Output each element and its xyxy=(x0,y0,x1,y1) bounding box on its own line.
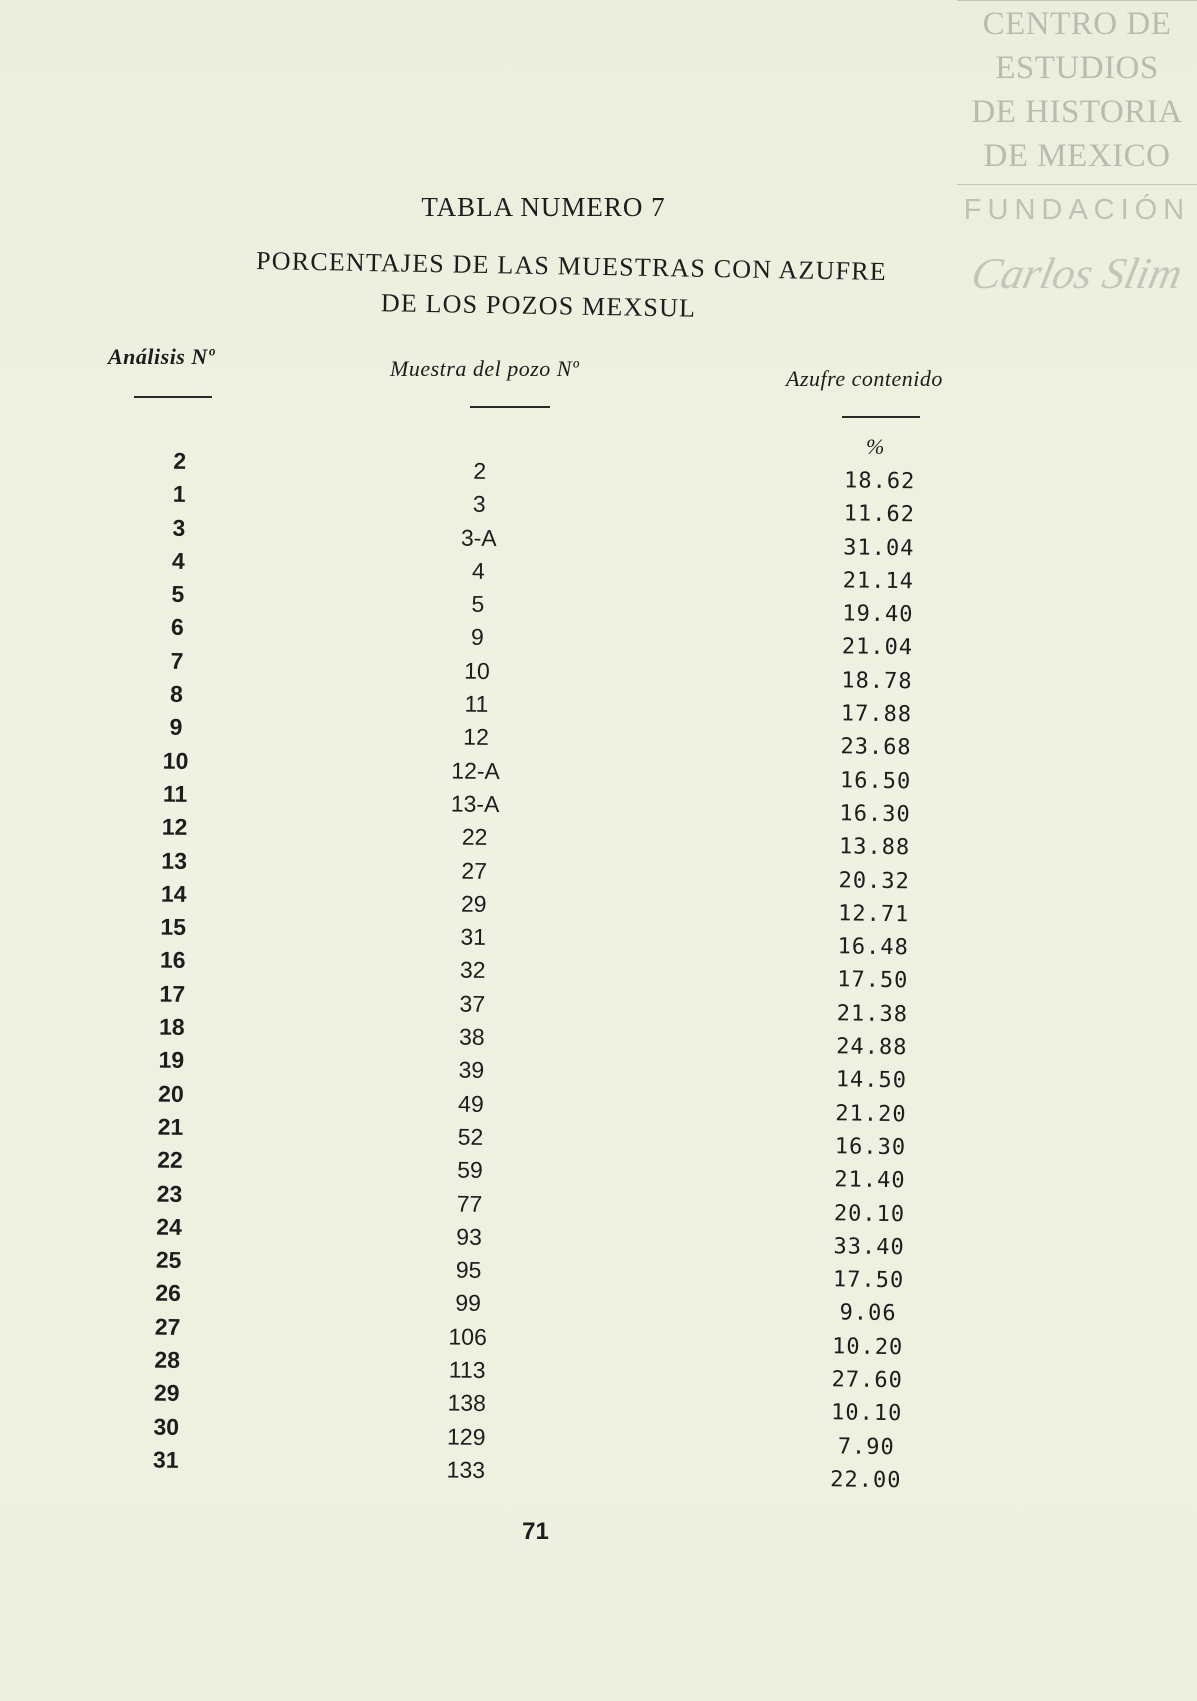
azufre-cell: 17.50 xyxy=(836,967,909,994)
muestra-cell: 12 xyxy=(463,724,490,751)
azufre-cell: 21.04 xyxy=(841,634,914,661)
azufre-cell: 21.40 xyxy=(834,1167,906,1194)
muestra-cell: 113 xyxy=(448,1356,486,1384)
muestra-cell: 11 xyxy=(464,690,489,718)
azufre-cell: 16.48 xyxy=(837,934,910,961)
muestra-cell: 5 xyxy=(471,590,485,618)
azufre-cell: 19.40 xyxy=(842,601,914,628)
header-analisis: Análisis Nº xyxy=(108,344,215,369)
muestra-cell: 37 xyxy=(459,990,486,1017)
azufre-cell: 18.78 xyxy=(841,668,913,695)
header-rule-analisis xyxy=(134,396,212,398)
muestra-cell: 99 xyxy=(455,1289,482,1317)
azufre-cell: 27.60 xyxy=(831,1367,903,1394)
muestra-cell: 22 xyxy=(461,823,488,851)
azufre-cell: 21.38 xyxy=(836,1001,909,1028)
muestra-cell: 95 xyxy=(455,1256,482,1284)
muestra-cell: 13-A xyxy=(450,790,500,818)
azufre-cell: 24.88 xyxy=(836,1034,908,1061)
muestra-cell: 3 xyxy=(472,491,486,518)
muestra-cell: 2 xyxy=(473,457,487,484)
azufre-cell: 10.10 xyxy=(830,1400,903,1427)
analisis-cell: 23 xyxy=(156,1180,183,1207)
watermark-divider xyxy=(957,184,1197,185)
azufre-cell: 17.50 xyxy=(832,1267,905,1294)
azufre-cell: 33.40 xyxy=(833,1234,905,1261)
analisis-cell: 27 xyxy=(154,1313,181,1340)
watermark-line: DE HISTORIA xyxy=(971,94,1183,130)
azufre-cell: 20.32 xyxy=(838,867,910,894)
analisis-cell: 25 xyxy=(155,1246,182,1274)
table-subtitle-line1: PORCENTAJES DE LAS MUESTRAS CON AZUFRE xyxy=(255,246,888,287)
watermark-line: ESTUDIOS xyxy=(995,50,1159,86)
azufre-cell: 20.10 xyxy=(833,1200,906,1227)
azufre-cell: 31.04 xyxy=(843,534,915,561)
azufre-cell: 7.90 xyxy=(837,1433,895,1460)
analisis-cell: 28 xyxy=(154,1346,181,1373)
watermark-line: DE MEXICO xyxy=(983,138,1171,174)
analisis-cell: 29 xyxy=(153,1379,180,1407)
azufre-cell: 12.71 xyxy=(837,901,910,928)
analisis-cell: 3 xyxy=(172,514,186,541)
muestra-cell: 138 xyxy=(447,1389,487,1417)
column-azufre xyxy=(806,464,940,1498)
analisis-cell: 8 xyxy=(169,680,184,707)
analisis-cell: 5 xyxy=(171,580,185,608)
azufre-cell: 17.88 xyxy=(840,701,913,728)
table-subtitle-line2: DE LOS POZOS MEXSUL xyxy=(380,288,697,323)
header-rule-muestra xyxy=(470,406,550,408)
analisis-cell: 30 xyxy=(153,1413,180,1440)
muestra-cell: 133 xyxy=(446,1456,486,1483)
muestra-cell: 12-A xyxy=(451,757,501,784)
muestra-cell: 59 xyxy=(457,1156,483,1184)
header-muestra: Muestra del pozo Nº xyxy=(390,356,580,381)
muestra-cell: 77 xyxy=(456,1190,483,1217)
muestra-cell: 32 xyxy=(459,957,486,984)
watermark-foundation: FUNDACIÓN xyxy=(963,194,1191,226)
column-muestra xyxy=(406,454,540,1488)
muestra-cell: 106 xyxy=(448,1323,488,1350)
analisis-cell: 26 xyxy=(155,1279,182,1307)
watermark-top-rule xyxy=(957,0,1197,1)
muestra-cell: 49 xyxy=(457,1090,484,1117)
azufre-cell: 16.30 xyxy=(839,801,911,828)
watermark-signature: Carlos Slim xyxy=(967,249,1187,298)
analisis-cell: 24 xyxy=(156,1213,183,1240)
analisis-cell: 9 xyxy=(169,714,183,741)
muestra-cell: 129 xyxy=(446,1423,486,1450)
azufre-cell: 10.20 xyxy=(831,1333,904,1360)
column-analisis xyxy=(106,444,240,1478)
analisis-cell: 12 xyxy=(161,813,188,841)
azufre-cell: 18.62 xyxy=(843,468,916,495)
analisis-cell: 19 xyxy=(158,1046,185,1074)
analisis-cell: 10 xyxy=(162,747,189,774)
muestra-cell: 39 xyxy=(458,1056,485,1084)
muestra-cell: 93 xyxy=(456,1223,483,1250)
muestra-cell: 27 xyxy=(461,857,488,884)
analisis-cell: 7 xyxy=(170,647,184,674)
analisis-cell: 16 xyxy=(159,947,186,974)
azufre-cell: 16.30 xyxy=(834,1134,907,1161)
page-number: 71 xyxy=(522,1518,549,1545)
percent-unit: % xyxy=(866,434,885,459)
analisis-cell: 13 xyxy=(161,847,188,874)
analisis-cell: 14 xyxy=(160,880,187,907)
analisis-cell: 21 xyxy=(157,1113,184,1140)
azufre-cell: 22.00 xyxy=(830,1467,902,1494)
analisis-cell: 18 xyxy=(158,1013,185,1041)
muestra-cell: 10 xyxy=(464,657,490,684)
muestra-cell: 31 xyxy=(460,923,487,951)
azufre-cell: 11.62 xyxy=(843,501,916,528)
azufre-cell: 16.50 xyxy=(839,767,912,794)
analisis-cell: 1 xyxy=(172,481,186,508)
analisis-cell: 17 xyxy=(159,980,186,1007)
azufre-cell: 21.20 xyxy=(835,1100,907,1127)
muestra-cell: 4 xyxy=(471,557,485,584)
muestra-cell: 9 xyxy=(470,624,485,651)
azufre-cell: 14.50 xyxy=(835,1067,908,1094)
analisis-cell: 4 xyxy=(171,547,185,574)
table-title: TABLA NUMERO 7 xyxy=(421,192,666,222)
watermark-line: CENTRO DE xyxy=(982,6,1172,42)
analisis-cell: 20 xyxy=(157,1080,184,1107)
header-azufre: Azufre contenido xyxy=(786,366,943,391)
muestra-cell: 52 xyxy=(457,1123,484,1150)
muestra-cell: 29 xyxy=(460,890,487,917)
analisis-cell: 22 xyxy=(157,1146,183,1174)
azufre-cell: 13.88 xyxy=(838,834,911,861)
analisis-cell: 15 xyxy=(160,913,187,941)
muestra-cell: 38 xyxy=(458,1023,485,1051)
analisis-cell: 11 xyxy=(162,780,188,807)
analisis-cell: 6 xyxy=(170,614,185,641)
azufre-cell: 23.68 xyxy=(840,734,912,761)
analisis-cell: 31 xyxy=(152,1446,179,1473)
azufre-cell: 9.06 xyxy=(839,1300,897,1327)
header-rule-azufre xyxy=(842,416,920,418)
analisis-cell: 2 xyxy=(173,447,187,474)
azufre-cell: 21.14 xyxy=(842,568,915,595)
muestra-cell: 3-A xyxy=(460,524,497,551)
